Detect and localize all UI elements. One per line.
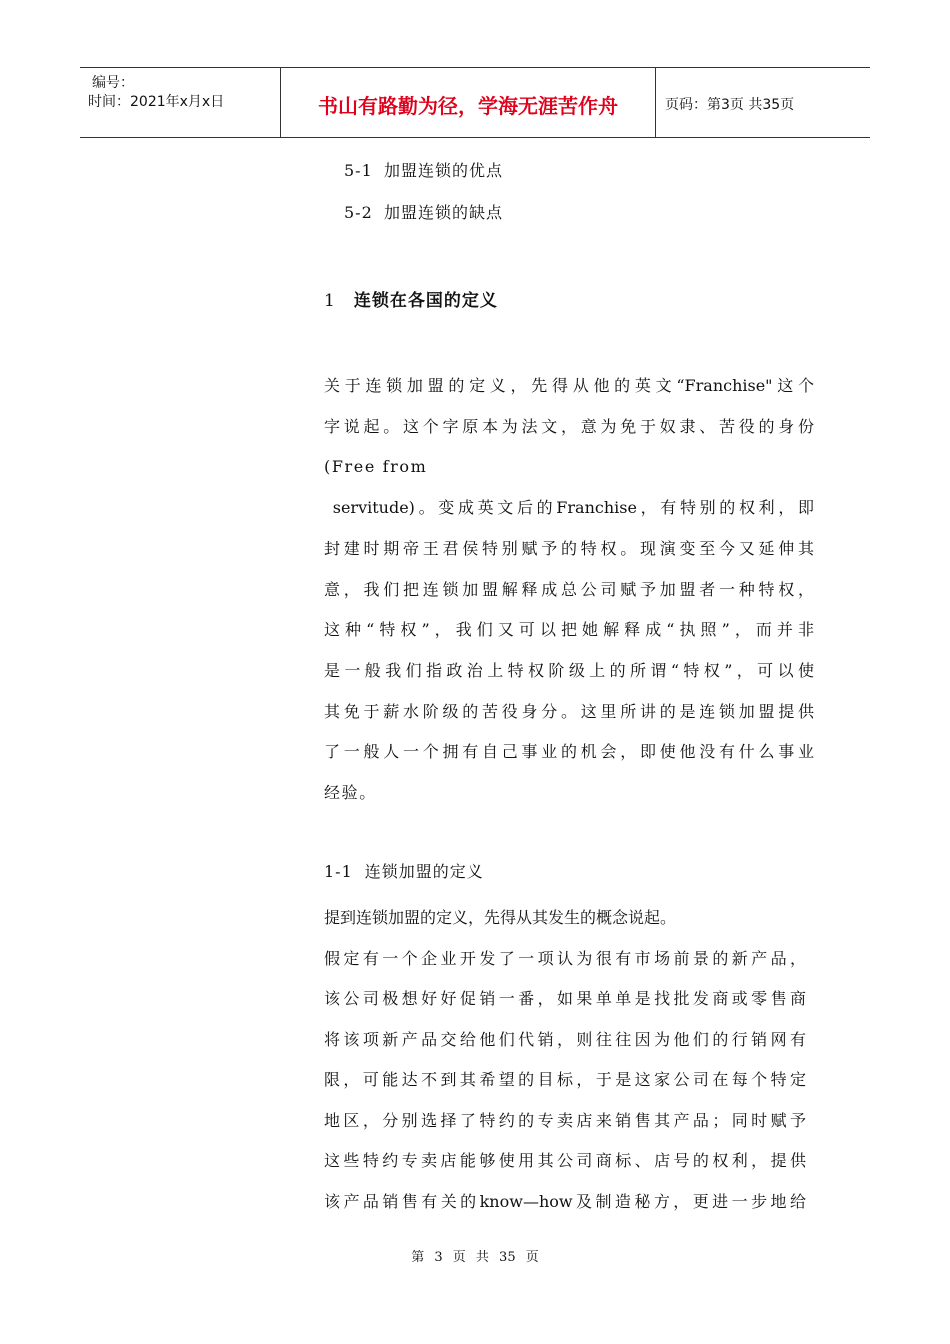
paragraph-line: 该产品销售有关的know—how及制造秘方，更进一步地给 (324, 1191, 806, 1211)
paragraph-line: 意，我们把连锁加盟解释成总公司赋予加盟者一种特权， (324, 579, 814, 599)
toc-item-number: 5-2 (344, 203, 373, 222)
subsection-title (324, 859, 484, 882)
paragraph-line: servitude)。变成英文后的Franchise，有特别的权利，即 (324, 498, 814, 518)
paragraph-line: 提到连锁加盟的定义，先得从其发生的概念说起。 (324, 908, 677, 927)
paragraph-line: 是一般我们指政治上特权阶级上的所谓“特权”，可以使 (324, 660, 814, 680)
paragraph-line: 限，可能达不到其希望的目标，于是这家公司在每个特定 (324, 1070, 806, 1089)
toc-item-text: 加盟连锁的缺点 (384, 203, 504, 222)
section-number: 1 (324, 291, 336, 311)
motto: 书山有路勤为径，学海无涯苦作舟 (318, 94, 618, 118)
page-footer: 第 3 页 共 35 页 (411, 1250, 539, 1265)
section-title-text: 连锁在各国的定义 (353, 291, 498, 311)
paragraph-line: 关于连锁加盟的定义，先得从他的英文“Franchise"这个 (324, 376, 814, 395)
subsection-title-text: 连锁加盟的定义 (364, 862, 484, 881)
section-title (324, 286, 498, 311)
paragraph-2 (324, 898, 806, 1222)
date-label: 时间：2021年x月x日 (88, 94, 225, 110)
toc-item[interactable] (344, 200, 503, 223)
header-motto-cell (280, 68, 656, 137)
subsection-number: 1-1 (324, 862, 353, 881)
number-label: 编号： (92, 75, 134, 91)
paragraph-1 (324, 366, 814, 814)
toc-item[interactable] (344, 158, 503, 181)
paragraph-line: 封建时期帝王君侯特别赋予的特权。现演变至今又延伸其 (324, 538, 814, 558)
page-code: 页码：第3页 共35页 (665, 97, 795, 113)
paragraph-line: 了一般人一个拥有自己事业的机会，即使他没有什么事业 (324, 742, 814, 762)
toc-item-number: 5-1 (344, 161, 373, 180)
paragraph-line: 将该项新产品交给他们代销，则往往因为他们的行销网有 (324, 1029, 806, 1049)
paragraph-line: 地区，分别选择了特约的专卖店来销售其产品；同时赋予 (324, 1110, 806, 1130)
paragraph-line: 假定有一个企业开发了一项认为很有市场前景的新产品， (324, 948, 806, 968)
header-table (80, 67, 870, 138)
header-right-cell (655, 68, 870, 137)
paragraph-line: 该公司极想好好促销一番，如果单单是找批发商或零售商 (324, 989, 806, 1008)
paragraph-line: 这些特约专卖店能够使用其公司商标、店号的权利，提供 (324, 1151, 806, 1170)
paragraph-line: 这种“特权”，我们又可以把她解释成“执照”，而并非 (324, 620, 814, 640)
toc-item-text: 加盟连锁的优点 (384, 161, 504, 180)
header-left-cell (80, 68, 280, 137)
paragraph-line: 字说起。这个字原本为法文，意为免于奴隶、苦役的身份 (324, 416, 814, 436)
paragraph-line: 经验。 (324, 783, 377, 803)
paragraph-line: 其免于薪水阶级的苦役身分。这里所讲的是连锁加盟提供 (324, 701, 814, 721)
paragraph-line: (Free from (324, 457, 428, 477)
